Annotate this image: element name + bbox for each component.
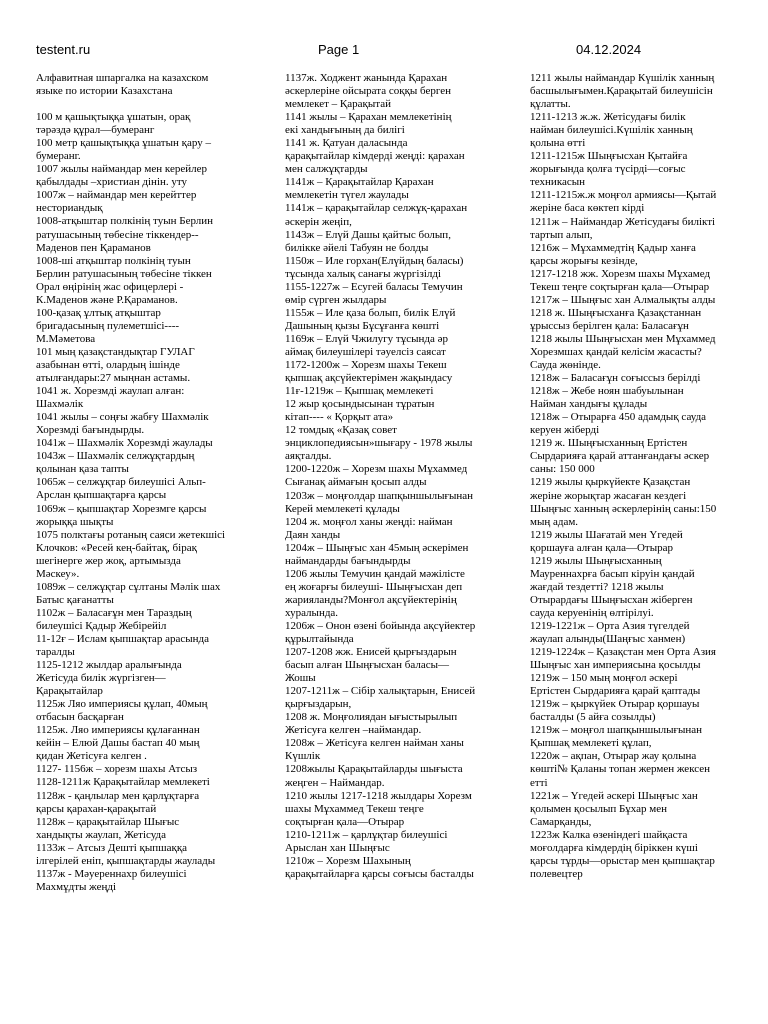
- text-entry: 12 томдық «Қазақ совет энциклопедиясын»шығару - 1978 жылы аяқталды.: [285, 424, 473, 463]
- text-entry: 100 м қашықтыққа ұшатын, орақ тәрәздә құрал—бумеранг: [36, 111, 191, 137]
- text-entry: 1223ж Калка өзеніндегі шайқаста моғолдарға кімдердің біріккен күші қарсы тұрды—орыстар мен қыпшақтар полевецтер: [530, 828, 715, 880]
- text-entry: 1211-1215ж Шыңғысхан Қытайға жорығында қолға түсірді—соғыс техникасын: [530, 150, 688, 189]
- text-entry: 1128-1211ж Қарақытайлар мемлекеті: [36, 776, 210, 789]
- text-entry: 1172-1200ж – Хорезм шахы Текеш қыпшақ ақсүйектерімен жақындасу: [285, 359, 453, 385]
- text-entry: 1211-1213 ж.ж. Жетісудағы билік найман билеушісі.Күшілік ханның қолына өтті: [530, 111, 693, 150]
- text-entry: 1075 полктағы ротаның саяси жетекшісі Клочков: «Ресей кең-байтақ, бірақ шегінерге жер жоқ, артымызда Мәскеу».: [36, 528, 226, 580]
- text-entry: 1218 ж. Шыңғысханға Қазақстаннан ұрыссыз берілген қала: Баласағұн: [530, 306, 702, 332]
- text-entry: 11-12ғ – Ислам қыпшақтар арасында таралды: [36, 632, 209, 659]
- text-entry: 11ғ-1219ж – Қыпшақ мемлекеті: [285, 385, 434, 398]
- text-entry: 1219ж – моңғол шапқыншылығынан Қыпшақ мемлекеті құлап,: [530, 724, 703, 750]
- text-entry: 1169ж – Елүй Чжилугу тұсында әр аймақ билеушілері тәуелсіз саясат: [285, 332, 449, 358]
- text-entry: 1141ж – қарақытайлар селжұқ-қарахан әскерін жеңіп,: [285, 202, 468, 228]
- text-entry: 100 метр қашықтыққа ұшатын қару – бумеранг.: [36, 137, 211, 163]
- text-entry: 1204ж – Шыңғыс хан 45мың әскерімен наймандарды бағындырды: [285, 541, 469, 567]
- text-entry: 1041 жылы – соңғы жабғу Шахмәлік Хорезмді бағындырды.: [36, 411, 209, 437]
- text-entry: 1204 ж. моңғол ханы жеңді: найман Даян ханды: [285, 515, 453, 541]
- text-entry: 1219 ж. Шыңғысханның Ертістен Сырдарияға қарай аттанғандағы әскер саны: 150 000: [530, 437, 710, 476]
- text-entry: 1141ж – Қарақытайлар Қарахан мемлекетін түгел жаулады: [285, 176, 434, 202]
- text-entry: 1211 жылы наймандар Күшілік ханның басшылығымен.Қарақытай билеушісін құлатты.: [530, 72, 715, 111]
- text-entry: 1218ж – Жебе ноян шабуылынан Найман хандығы құлады: [530, 385, 684, 411]
- text-entry: 1206 жылы Темучин қандай мәжілісте ең жоғарғы билеуші- Шыңғысхан деп жарияланды?Монғол ақсүйектерінің хуралында.: [285, 567, 465, 619]
- text-entry: 1203ж – моңғолдар шапқыншылығынан Керей мемлекеті құлады: [285, 489, 474, 515]
- text-entry: 1208жылы Қарақытайларды шығыста жеңген – Наймандар.: [285, 763, 463, 789]
- text-entry: 1206ж – Онон өзені бойында ақсүйектер құрылтайында: [285, 619, 476, 646]
- text-column-2: [285, 72, 499, 881]
- text-entry: 1007 жылы наймандар мен керейлер қабылдады –христиан дінін. уту: [36, 163, 207, 189]
- text-entry: 1143ж – Елүй Дашы қайтыс болып, билікке әйелі Табуян не болды: [285, 228, 451, 254]
- text-entry: 1217ж – Шыңғыс хан Алмалықты алды: [530, 293, 716, 306]
- text-entry: 1141 ж. Қатуан даласында қарақытайлар кімдерді жеңді: қарахан мен салжұқтарды: [285, 137, 465, 176]
- text-entry: 1089ж – селжұқтар сұлтаны Мәлік шах Батыс қағанатты: [36, 580, 221, 606]
- text-entry: 1219 жылы Шағатай мен Үгедей қоршауға алған қала—Отырар: [530, 528, 683, 554]
- text-entry: 1207-1208 жж. Енисей қырғыздарын басып алған Шыңғысхан баласы— Жошы: [285, 646, 457, 685]
- text-entry: 1219 жылы қыркүйекте Қазақстан жеріне жорықтар жасаған кездегі Шыңғыс ханның әскерлерінің саны:150 мың адам.: [530, 476, 717, 528]
- text-entry: 1200-1220ж – Хорезм шахы Мұхаммед Сығанақ аймағын қосып алды: [285, 463, 468, 489]
- text-entry: 1128ж – қарақытайлар Шығыс хандықты жаулап, Жетісуда: [36, 815, 180, 841]
- text-entry: 1216ж – Мұхаммедтің Қадыр ханға қарсы жорығы кезінде,: [530, 241, 696, 267]
- text-column-1: [36, 72, 250, 894]
- text-entry: 1219ж – қыркүйек Отырар қоршауы басталды (5 айға созылды): [530, 698, 700, 724]
- text-entry: 1207-1211ж – Сібір халықтарын, Енисей қырғыздарын,: [285, 685, 476, 711]
- header-page-number: Page 1: [318, 42, 360, 57]
- text-entry: 1008-ші атқыштар полкінің туын Берлин ратушасының төбесіне тіккен Орал өңірінің жас офицерлері - К.Маденов және Р.Қараманов.: [36, 254, 212, 306]
- text-entry: 1102ж – Баласағұн мен Тараздың билеушісі Қадыр Жебірейіл: [36, 606, 192, 632]
- text-entry: 12 жыр қосындысынан тұратын кітап---- « Қорқыт ата»: [285, 398, 435, 424]
- text-entry: 1217-1218 жж. Хорезм шахы Мұхамед Текеш теңге соқтырған қала—Отырар: [530, 267, 711, 293]
- text-entry: 1043ж – Шахмәлік селжұқтардың қолынан қаза тапты: [36, 450, 195, 476]
- text-entry: 1041 ж. Хорезмді жаулап алған: Шахмәлік: [36, 385, 185, 411]
- text-column-3: [530, 72, 748, 881]
- text-entry: 1155ж – Иле қаза болып, билік Елүй Дашының қызы Бұсұғанға көшті: [285, 306, 456, 332]
- text-entry: 1219-1224ж – Қазақстан мен Орта Азия Шыңғыс хан империясына қосылды: [530, 646, 716, 672]
- text-entry: 1150ж – Иле горхан(Елүйдың баласы) тұсында халық санағы жүргізілді: [285, 254, 464, 280]
- text-entry: 1211-1215ж.ж моңғол армиясы—Қытай жеріне баса көктеп кірді: [530, 189, 717, 215]
- header-site: testent.ru: [36, 42, 91, 57]
- paragraph-gap: [36, 98, 250, 111]
- text-entry: 1125ж. Ляо империясы құлағаннан кейін – Елюй Дашы бастап 40 мың қидан Жетісуға келген .: [36, 724, 200, 763]
- text-entry: 1127- 1156ж – хорезм шахы Атсыз: [36, 763, 198, 776]
- text-entry: 1137ж - Мәуереннахр билеушісі Махмұдты жеңді: [36, 867, 187, 893]
- text-entry: 1219 жылы Шыңғысханның Мауреннахрға басып кіруін қандай жағдай тездетті? 1218 жылы Отырардағы Шыңғысхан жіберген сауда керуенінің өлтірілуі.: [530, 554, 695, 619]
- text-entry: 1133ж – Атсыз Дешті қыпшаққа ілгерілей еніп, қыпшақтарды жаулады: [36, 841, 216, 867]
- text-entry: 1220ж – ақпан, Отырар жау қолына көшті№ Қаланы топан жермен жексен етті: [530, 750, 711, 789]
- text-entry: 100-қазақ ұлтық атқыштар бригадасының пулеметшісі---- М.Мәметова: [36, 306, 180, 345]
- text-entry: 1065ж – селжұқтар билеушісі Альп- Арслан қыпшақтарға қарсы: [36, 476, 206, 502]
- text-entry: 1008-атқыштар полкінің туын Берлин ратушасының төбесіне тіккендер-- Мәденов пен Қараманов: [36, 215, 214, 254]
- text-entry: 1141 жылы – Қарахан мемлекетінің екі хандығының да билігі: [285, 111, 452, 137]
- text-entry: 1219ж – 150 мың моңғол әскері Ертістен Сырдарияға қарай қаптады: [530, 672, 701, 698]
- text-entry: 1137ж. Ходжент жанында Қарахан әскерлеріне ойсырата соққы берген мемлекет – Қарақытай: [285, 72, 452, 111]
- text-entry: 1007ж – наймандар мен керейттер несториандық: [36, 189, 197, 215]
- text-entry: 1218 жылы Шыңғысхан мен Мұхаммед Хорезмшах қандай келісім жасасты? Сауда жөнінде.: [530, 332, 716, 372]
- text-entry: 101 мың қазақстандықтар ГУЛАГ азабынан өтті, олардың ішінде атылғандары:27 мыңнан астамы.: [36, 345, 195, 385]
- text-entry: 1221ж – Үгедей әскері Шыңғыс хан қолымен қосылып Бұхар мен Самарқанды,: [530, 789, 698, 828]
- text-entry: 1208ж – Жетісуға келген найман ханы Күшлік: [285, 737, 464, 763]
- text-entry: 1218ж – Отырарға 450 адамдық сауда керуен жіберді: [530, 411, 707, 437]
- text-entry: 1125-1212 жылдар аралығында Жетісуда билік жүргізген— Қарақытайлар: [36, 659, 182, 698]
- text-entry: 1210ж – Хорезм Шахының қарақытайларға қарсы соғысы басталды: [285, 854, 474, 880]
- text-entry: 1128ж - қаңлылар мен қарлұқтарға қарсы қарахан-қарақытай: [36, 789, 200, 815]
- text-entry: 1218ж – Баласағұн соғыссыз берілді: [530, 372, 701, 385]
- text-entry: 1219-1221ж – Орта Азия түгелдей жаулап алынды(Шаңғыс ханмен): [530, 619, 690, 646]
- text-entry: Алфавитная шпаргалка на казахском языке по истории Казахстана: [36, 72, 209, 98]
- text-entry: 1041ж – Шахмәлік Хорезмді жаулады: [36, 437, 213, 450]
- text-entry: 1069ж – қыпшақтар Хорезмге қарсы жорыққа шықты: [36, 502, 207, 528]
- text-entry: 1210 жылы 1217-1218 жылдары Хорезм шахы Мұхаммед Текеш теңге соқтырған қала—Отырар: [285, 789, 472, 828]
- text-entry: 1155-1227ж – Есугей баласы Темучин өмір сүрген жылдары: [285, 280, 463, 306]
- text-entry: 1208 ж. Моңғолиядан ығыстырылып Жетісуға келген –наймандар.: [285, 711, 458, 737]
- text-entry: 1125ж Ляо империясы құлап, 40мың отбасын басқарған: [36, 698, 208, 724]
- text-entry: 1211ж – Наймандар Жетісудағы билікті тартып алып,: [530, 215, 716, 241]
- text-entry: 1210-1211ж – қарлұқтар билеушісі Арыслан хан Шыңғыс: [285, 828, 448, 854]
- header-date: 04.12.2024: [576, 42, 642, 57]
